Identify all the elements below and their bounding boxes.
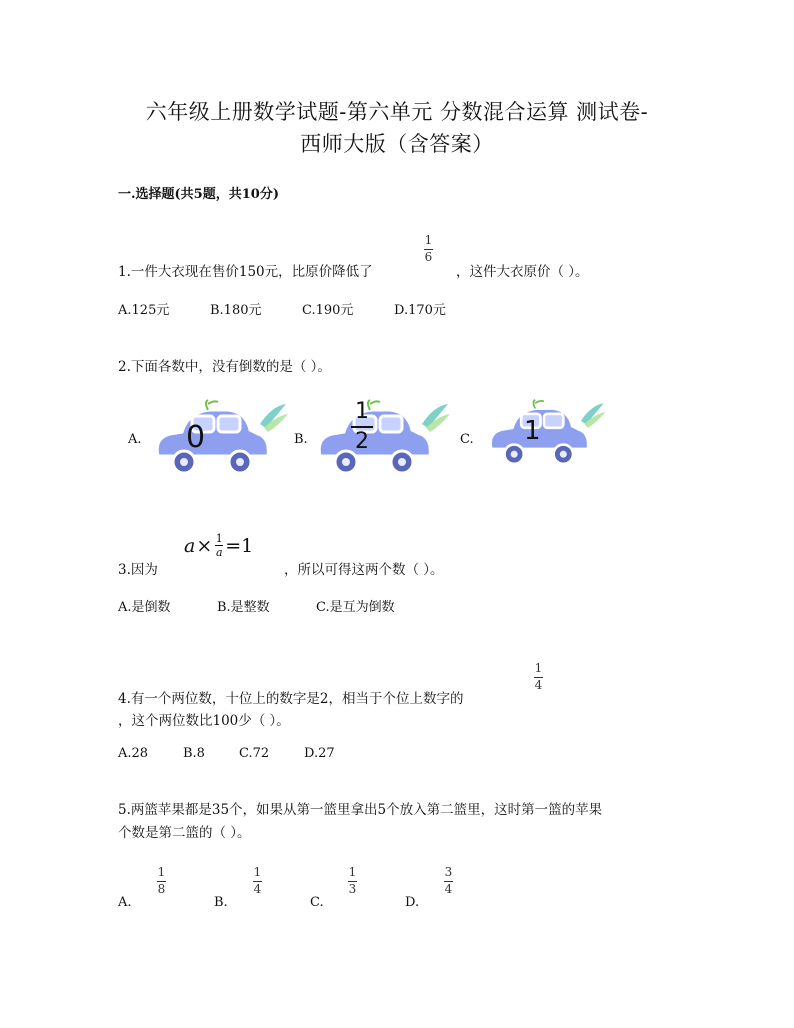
q1-option-a[interactable]: A.125元 [118,303,170,318]
section-heading: 一.选择题(共5题，共10分) [118,187,279,202]
q5-text-line1: 5.两篮苹果都是35个，如果从第一篮里拿出5个放入第二篮里，这时第一篮的苹果 [118,802,603,818]
q5-option-b-num: 1 [253,865,262,879]
fraction-bar [351,426,373,428]
title-line-2: 西师大版（含答案） [300,132,494,156]
q1-option-c[interactable]: C.190元 [302,303,354,318]
q1-text-after: ，这件大衣原价（ ）。 [456,264,589,280]
q5-option-d-fraction [444,866,453,896]
q4-option-c[interactable]: C.72 [239,746,270,761]
q3-option-b[interactable]: B.是整数 [217,600,270,615]
q5-option-c-den: 3 [348,882,357,896]
q2-option-b-label[interactable]: B. [294,432,308,447]
q3-text: 3.因为 [118,562,158,578]
q3-formula [184,533,253,558]
q2-option-b-num: 1 [355,399,369,424]
q1-fraction [424,234,433,264]
q5-option-a-den: 8 [157,882,166,896]
formula-eq: =1 [225,534,254,557]
q2-option-a-value: 0 [186,420,206,455]
q4-fraction [534,662,543,692]
car-icon[interactable] [148,398,288,480]
q5-option-c-fraction [348,866,357,896]
q4-text-line1: 4.有一个两位数，十位上的数字是2，相当于个位上数字的 [118,691,464,707]
q4-option-d[interactable]: D.27 [304,746,335,761]
q5-option-d-num: 3 [444,865,453,879]
q4-option-b[interactable]: B.8 [183,746,205,761]
q5-option-c-num: 1 [348,865,357,879]
q5-option-b-label[interactable]: B. [214,895,228,910]
formula-num: 1 [215,532,223,545]
formula-a: a [184,534,196,557]
q4-fraction-num: 1 [534,661,543,675]
q1-option-d[interactable]: D.170元 [394,303,446,318]
q1-option-b[interactable]: B.180元 [210,303,262,318]
q3-option-a[interactable]: A.是倒数 [118,600,171,615]
q5-option-d-label[interactable]: D. [405,895,420,910]
q4-text-line2: ，这个两位数比100少（ ）。 [118,713,290,729]
q2-option-c-value: 1 [524,416,541,446]
q1-fraction-num: 1 [424,233,433,247]
formula-fraction [215,533,223,558]
q1-text: 1.一件大衣现在售价150元，比原价降低了 [118,264,373,280]
car-icon[interactable] [310,398,450,480]
q5-option-d-den: 4 [444,882,453,896]
q5-option-a-label[interactable]: A. [118,895,132,910]
q2-option-b-den: 2 [355,429,369,454]
q4-fraction-den: 4 [534,678,543,692]
q5-text-line2: 个数是第二篮的（ ）。 [118,825,251,841]
q1-fraction-den: 6 [424,250,433,264]
q5-option-b-den: 4 [253,882,262,896]
q5-option-c-label[interactable]: C. [310,895,324,910]
formula-den: a [215,546,223,559]
q3-option-c[interactable]: C.是互为倒数 [316,600,395,615]
formula-times: × [196,534,213,557]
q4-option-a[interactable]: A.28 [118,746,149,761]
q5-option-b-fraction [253,866,262,896]
q2-option-b-fraction [350,400,374,454]
q2-text: 2.下面各数中，没有倒数的是（ ）。 [118,359,331,375]
q2-option-a-label[interactable]: A. [128,432,142,447]
q2-option-c-label[interactable]: C. [460,432,474,447]
q3-text-after: ，所以可得这两个数（ ）。 [284,562,444,578]
title-line-1: 六年级上册数学试题-第六单元 分数混合运算 测试卷- [145,100,649,124]
q5-option-a-fraction [157,866,166,896]
q5-option-a-num: 1 [157,865,166,879]
car-icon[interactable] [482,398,606,470]
